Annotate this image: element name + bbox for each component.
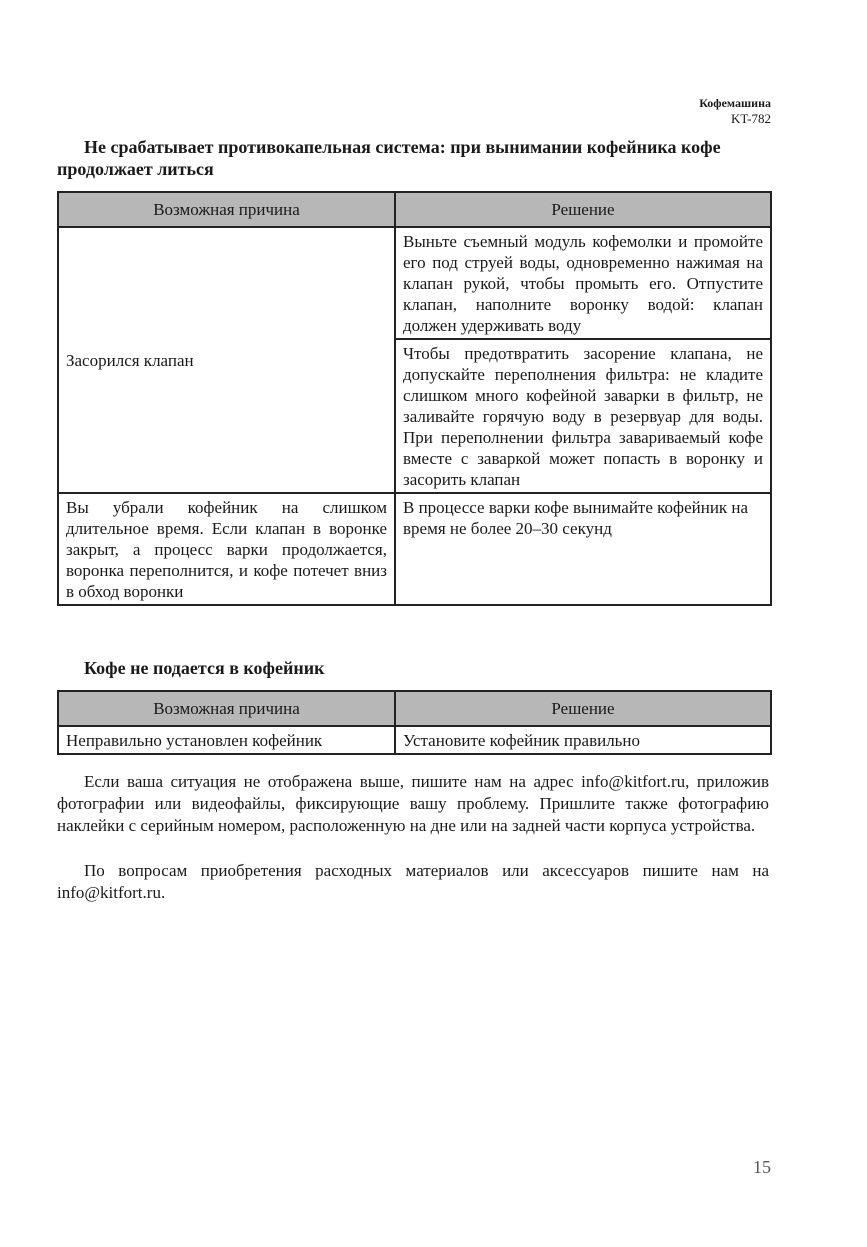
cause-cell: Засорился клапан (58, 227, 395, 493)
table-header-row (58, 691, 771, 726)
section-title-no-coffee: Кофе не подается в кофейник (84, 658, 325, 678)
troubleshooting-table-no-coffee (57, 690, 772, 755)
cause-cell: Вы убрали кофейник на слишком длительное время. Если клапан в воронке закрыт, а процесс варки продолжается, воронка переполнится, и кофе потечет вниз в обход воронки (58, 493, 395, 605)
solution-cell: Выньте съемный модуль кофемолки и промойте его под струей воды, одновременно нажимая на клапан рукой, чтобы промыть его. Отпустите клапан, наполните воронку водой: клапан должен удерживать воду (395, 227, 771, 339)
column-header-solution: Решение (395, 192, 771, 227)
column-header-cause: Возможная причина (58, 691, 395, 726)
product-model: KT-782 (731, 111, 771, 126)
solution-cell: Установите кофейник правильно (395, 726, 771, 754)
troubleshooting-table-drip-stop (57, 191, 772, 606)
solution-cell: В процессе варки кофе вынимайте кофейник на время не более 20–30 секунд (395, 493, 771, 605)
solution-cell: Чтобы предотвратить засорение клапана, не допускайте переполнения фильтра: не кладите слишком много кофейной заварки в фильтр, не заливайте горячую воду в резервуар для воды. При переполнении фильтра завариваемый кофе вместе с заваркой может попасть в воронку и засорить клапан (395, 339, 771, 493)
column-header-cause: Возможная причина (58, 192, 395, 227)
table-row (58, 726, 771, 754)
page-header (699, 96, 771, 127)
page-number: 15 (753, 1157, 771, 1177)
table-row (58, 493, 771, 605)
table-row (58, 227, 771, 339)
product-brand: Кофемашина (699, 96, 771, 110)
accessories-paragraph: По вопросам приобретения расходных материалов или аксессуаров пишите нам на info@kitfort.ru. (57, 861, 769, 902)
section-title-drip-stop: Не срабатывает противокапельная система: при вынимании кофейника кофе продолжает литься (57, 137, 721, 179)
table-header-row (58, 192, 771, 227)
column-header-solution: Решение (395, 691, 771, 726)
contact-paragraph: Если ваша ситуация не отображена выше, пишите нам на адрес info@kitfort.ru, приложив фотографии или видеофайлы, фиксирующие вашу проблему. Пришлите также фотографию наклейки с серийным номером, расположенную на дне или на задней части корпуса устройства. (57, 772, 769, 835)
cause-cell: Неправильно установлен кофейник (58, 726, 395, 754)
